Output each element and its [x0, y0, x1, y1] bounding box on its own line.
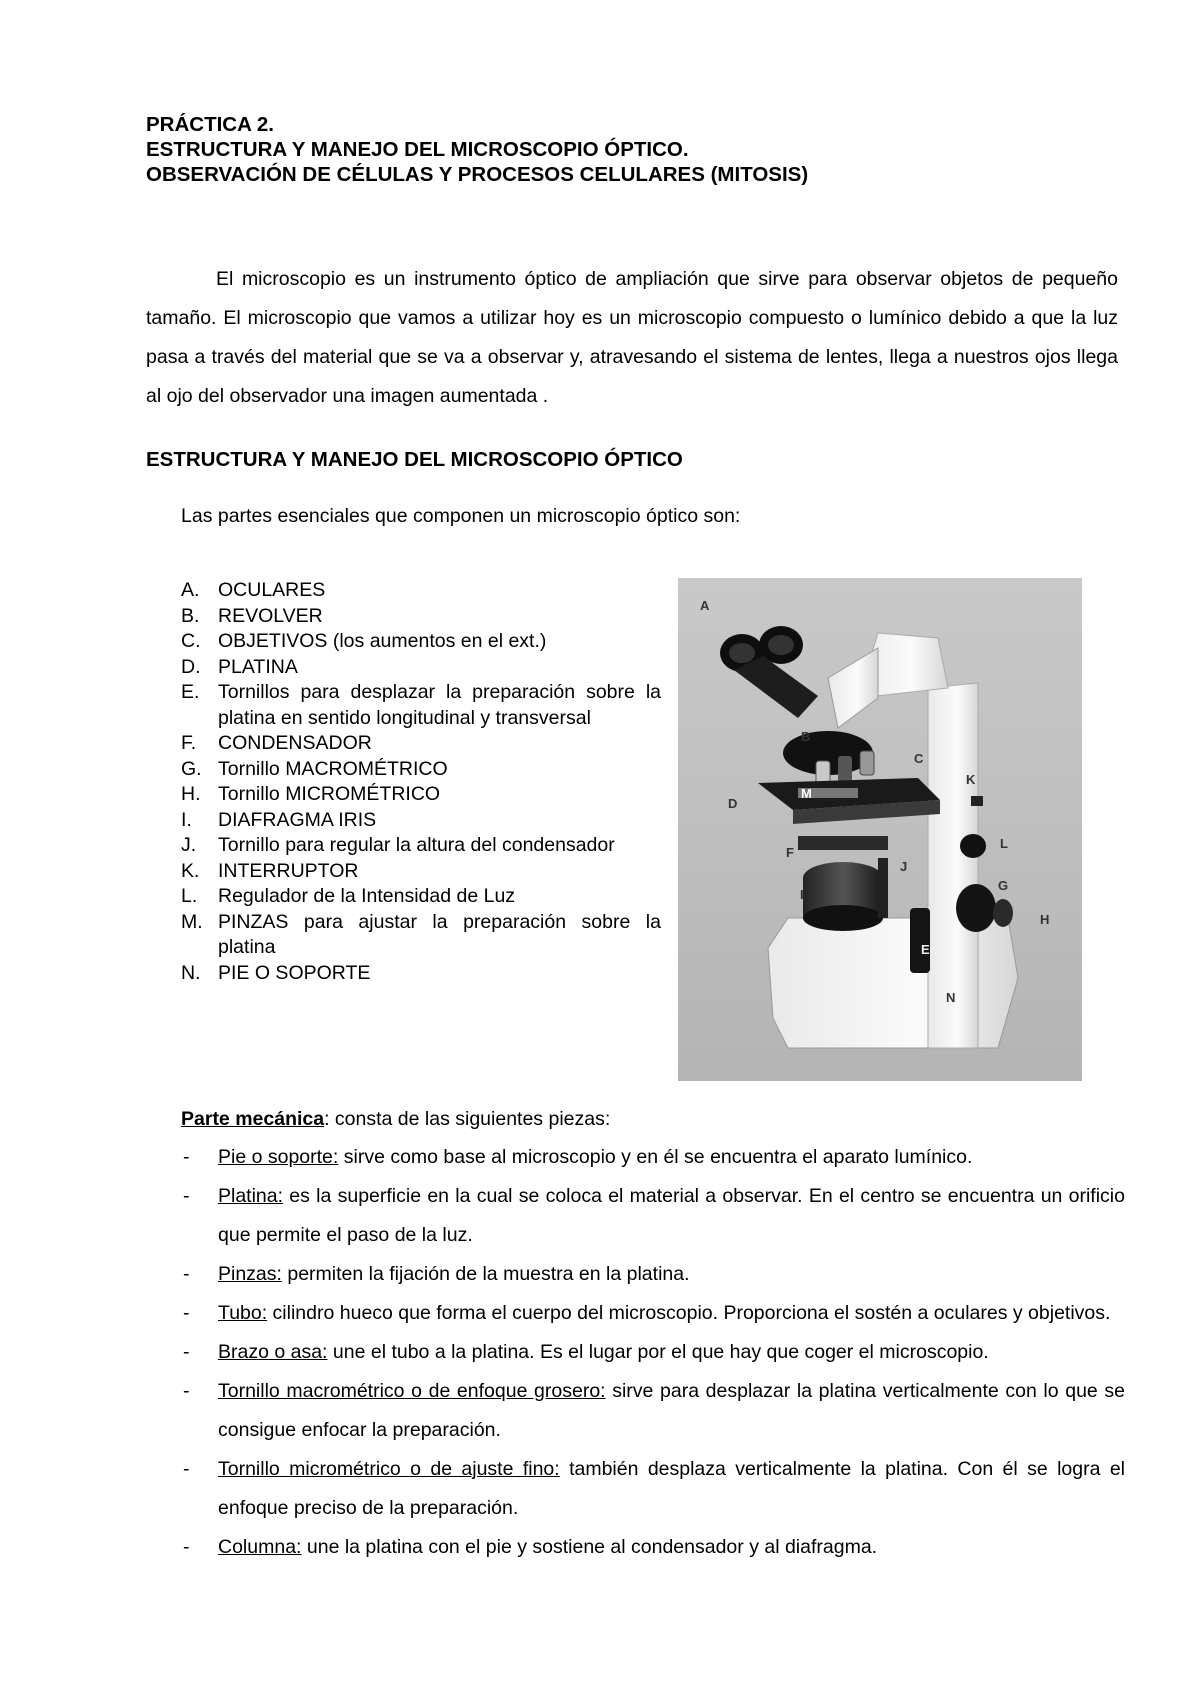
item-letter: K. [181, 859, 200, 882]
item-letter: H. [181, 783, 201, 805]
label-e: E [921, 942, 930, 957]
item-text: REVOLVER [218, 604, 323, 627]
list-item: - Tornillo macrométrico o de enfoque grosero: sirve para desplazar la platina verticalmente con lo que se consigue enfocar la preparación. [183, 1380, 1125, 1441]
item-letter: E. [181, 681, 200, 703]
item-letter: N. [181, 961, 201, 984]
list-item [181, 808, 661, 834]
item-letter: B. [181, 604, 200, 627]
item-description: también desplaza verticalmente la platina. Con él se logra el enfoque preciso de la preparación. [218, 1458, 1125, 1519]
list-item [181, 731, 661, 757]
item-text: Tornillo MICROMÉTRICO [218, 783, 441, 805]
power-switch [971, 796, 983, 806]
parts-list [181, 578, 661, 986]
title-line-3: OBSERVACIÓN DE CÉLULAS Y PROCESOS CELULARES (MITOSIS) [146, 163, 809, 186]
light-regulator-knob [960, 834, 986, 858]
list-item [181, 757, 661, 783]
label-i: I [800, 887, 804, 902]
item-term: Tornillo micrométrico o de ajuste fino: [218, 1458, 560, 1480]
list-item: - Columna: une la platina con el pie y sostiene al condensador y al diafragma. [183, 1536, 878, 1558]
list-item [181, 629, 661, 655]
item-letter: D. [181, 655, 201, 678]
list-item: - Tubo: cilindro hueco que forma el cuerpo del microscopio. Proporciona el sostén a oculares y objetivos. [183, 1302, 1111, 1324]
mechanical-parts-list [181, 1138, 1125, 1567]
item-term: Columna: [218, 1536, 302, 1558]
item-text: PLATINA [218, 655, 298, 678]
item-text: INTERRUPTOR [218, 859, 359, 882]
label-j: J [900, 859, 908, 874]
list-item [181, 655, 661, 681]
intro-paragraph: El microscopio es un instrumento óptico de ampliación que sirve para observar objetos de pequeño tamaño. El microscopio que vamos a utilizar hoy es un microscopio compuesto o lumínico debido a que la luz pasa a través del material que se va a observar y, atravesando el sistema de lentes, llega a nuestros ojos llega al ojo del observador una imagen aumentada . [146, 268, 1118, 407]
item-term: Platina: [218, 1185, 284, 1207]
item-letter: J. [181, 834, 197, 856]
label-l: L [1000, 836, 1008, 851]
coarse-focus-knob [956, 884, 996, 932]
item-term: Pie o soporte: [218, 1146, 339, 1168]
list-item [181, 578, 661, 604]
item-description: une la platina con el pie y sostiene al condensador y al diafragma. [301, 1536, 878, 1558]
item-text: OBJETIVOS (los aumentos en el ext.) [218, 630, 547, 652]
list-item: - Tornillo micrométrico o de ajuste fino: también desplaza verticalmente la platina. Con él se logra el enfoque preciso de la preparación. [183, 1458, 1125, 1519]
objective-2 [838, 756, 852, 782]
item-description: permiten la fijación de la muestra en la platina. [281, 1263, 690, 1285]
mechanical-part-heading [181, 1107, 610, 1132]
condenser [798, 836, 888, 850]
list-item [181, 604, 661, 630]
item-term: Pinzas: [218, 1263, 282, 1285]
mechanical-part-intro: : consta de las siguientes piezas: [324, 1108, 611, 1130]
label-h: H [1040, 912, 1050, 927]
item-text: DIAFRAGMA IRIS [218, 808, 377, 831]
list-item: - Pie o soporte: sirve como base al microscopio y en él se encuentra el aparato lumínico. [183, 1146, 973, 1168]
item-text: PIE O SOPORTE [218, 961, 371, 984]
label-d: D [728, 796, 738, 811]
fine-focus-knob [993, 899, 1013, 927]
label-b: B [801, 729, 811, 744]
label-a: A [700, 598, 710, 613]
list-item: - Platina: es la superficie en la cual se coloca el material a observar. En el centro se encuentra un orificio que permite el paso de la luz. [183, 1185, 1125, 1246]
list-item [181, 833, 661, 859]
item-term: Tornillo macrométrico o de enfoque grosero: [218, 1380, 606, 1402]
item-text: CONDENSADOR [218, 732, 372, 754]
item-description: une el tubo a la platina. Es el lugar por el que hay que coger el microscopio. [327, 1341, 989, 1363]
item-text: OCULARES [218, 579, 326, 601]
label-m: M [801, 786, 812, 801]
mechanical-part-title: Parte mecánica [181, 1108, 325, 1130]
title-line-2: ESTRUCTURA Y MANEJO DEL MICROSCOPIO ÓPTICO. [146, 138, 689, 161]
item-description: es la superficie en la cual se coloca el material a observar. En el centro se encuentra un orificio que permite el paso de la luz. [218, 1185, 1125, 1246]
label-n: N [946, 990, 956, 1005]
item-description: sirve como base al microscopio y en él se encuentra el aparato lumínico. [338, 1146, 973, 1168]
list-item [181, 859, 661, 885]
label-c: C [914, 751, 924, 766]
item-letter: I. [181, 808, 192, 831]
document-title [146, 112, 808, 187]
item-text: Tornillos para desplazar la preparación sobre la platina en sentido longitudinal y transversal [218, 681, 661, 729]
list-item [181, 961, 661, 987]
list-item: - Brazo o asa: une el tubo a la platina. Es el lugar por el que hay que coger el microscopio. [183, 1341, 989, 1363]
section-heading: ESTRUCTURA Y MANEJO DEL MICROSCOPIO ÓPTICO [146, 448, 683, 471]
list-item [181, 680, 661, 731]
label-k: K [966, 772, 976, 787]
microscope-figure [678, 578, 1082, 1081]
list-item [181, 782, 661, 808]
list-item [181, 884, 661, 910]
item-letter: G. [181, 757, 202, 780]
item-text: Tornillo para regular la altura del condensador [218, 834, 615, 856]
list-item: - Pinzas: permiten la fijación de la muestra en la platina. [183, 1263, 690, 1285]
item-letter: F. [181, 732, 197, 754]
title-line-1: PRÁCTICA 2. [146, 113, 274, 136]
item-letter: C. [181, 630, 201, 652]
condenser-adjuster [878, 858, 888, 918]
objective-3 [860, 751, 874, 775]
item-term: Brazo o asa: [218, 1341, 328, 1363]
label-f: F [786, 845, 794, 860]
stage-control-knobs [910, 908, 930, 973]
item-term: Tubo: [218, 1302, 268, 1324]
item-letter: L. [181, 885, 198, 907]
item-text: Regulador de la Intensidad de Luz [218, 885, 516, 907]
item-description: cilindro hueco que forma el cuerpo del microscopio. Proporciona el sostén a oculares y objetivos. [267, 1302, 1111, 1324]
item-text: Tornillo MACROMÉTRICO [218, 757, 448, 780]
list-item [181, 910, 661, 961]
microscope-base [768, 918, 1018, 1048]
item-letter: A. [181, 579, 200, 601]
item-description: sirve para desplazar la platina verticalmente con lo que se consigue enfocar la preparación. [218, 1380, 1125, 1441]
parts-intro: Las partes esenciales que componen un microscopio óptico son: [181, 505, 741, 527]
item-letter: M. [181, 910, 203, 933]
label-g: G [998, 878, 1009, 893]
item-text: PINZAS para ajustar la preparación sobre la platina [218, 910, 661, 958]
